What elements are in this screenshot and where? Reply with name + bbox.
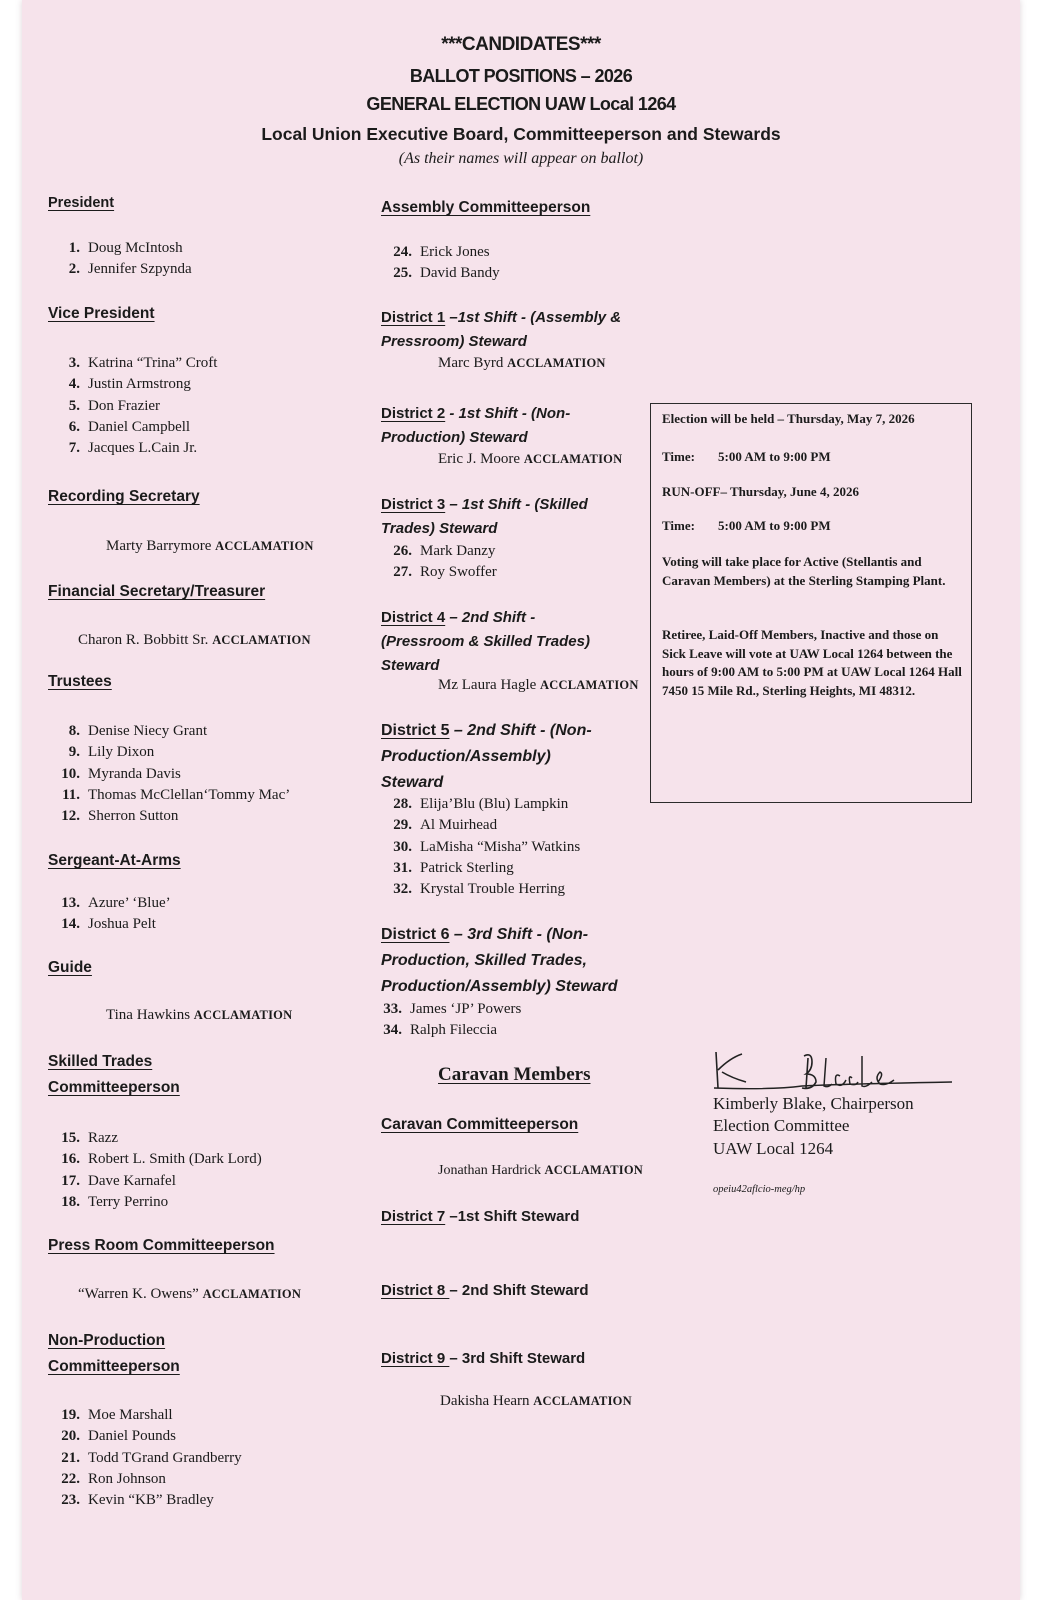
local-name: UAW Local 1264	[713, 1139, 834, 1158]
election-name: GENERAL ELECTION UAW Local 1264	[366, 94, 676, 114]
non-production-heading-line1: Non-Production	[48, 1332, 166, 1349]
trustees-heading: Trustees	[48, 673, 112, 690]
document-subtitle: BALLOT POSITIONS – 2026	[409, 66, 633, 86]
ballot-note: (As their names will appear on ballot)	[398, 150, 644, 167]
list-item: 4. Justin Armstrong	[68, 376, 191, 393]
district-5-heading: District 5 – 2nd Shift - (Non- Production/Assembly) Steward	[381, 722, 592, 791]
district-2-heading: District 2 - 1st Shift - (Non- Production) Steward	[381, 405, 571, 446]
list-item: 32. Krystal Trouble Herring	[393, 881, 565, 898]
guide-candidate: Tina Hawkins ACCLAMATION	[106, 1007, 293, 1023]
vice-president-list	[52, 353, 217, 459]
press-room-candidate: “Warren K. Owens” ACCLAMATION	[78, 1286, 302, 1302]
list-item: 7. Jacques L.Cain Jr.	[68, 440, 198, 457]
runoff-date: RUN-OFF– Thursday, June 4, 2026	[662, 484, 859, 499]
district-3-list	[380, 541, 497, 584]
list-item: 19. Moe Marshall	[61, 1407, 173, 1423]
signature-mark	[712, 1048, 952, 1092]
list-item: 25. David Bandy	[393, 265, 500, 282]
caravan-committeeperson-heading: Caravan Committeeperson	[381, 1116, 579, 1133]
district-8-heading: District 8 – 2nd Shift Steward	[381, 1282, 589, 1299]
board-heading: Local Union Executive Board, Committeeperson and Stewards	[261, 124, 781, 144]
list-item: 31. Patrick Sterling	[393, 859, 514, 876]
list-item: 10. Myranda Davis	[61, 765, 181, 782]
recording-secretary-heading: Recording Secretary	[48, 488, 200, 505]
election-date: Election will be held – Thursday, May 7, 2026	[662, 411, 915, 426]
list-item: 14. Joshua Pelt	[61, 916, 156, 933]
list-item: 2. Jennifer Szpynda	[68, 261, 192, 278]
skilled-trades-list	[52, 1128, 262, 1213]
financial-secretary-heading: Financial Secretary/Treasurer	[48, 583, 266, 600]
union-bug-footer: opeiu42aflcio-meg/hp	[713, 1184, 806, 1195]
list-item: 3. Katrina “Trina” Croft	[68, 355, 218, 371]
list-item: 6. Daniel Campbell	[68, 418, 191, 435]
caravan-committeeperson-candidate: Jonathan Hardrick ACCLAMATION	[438, 1163, 644, 1178]
list-item: 33. James ‘JP’ Powers	[383, 1001, 522, 1017]
district-4-candidate: Mz Laura Hagle ACCLAMATION	[438, 677, 639, 693]
skilled-trades-heading-line2: Committeeperson	[48, 1079, 180, 1096]
sergeant-at-arms-heading: Sergeant-At-Arms	[48, 852, 181, 869]
district-2-candidate: Eric J. Moore ACCLAMATION	[438, 451, 623, 467]
guide-heading: Guide	[48, 959, 92, 976]
voting-location-text: Voting will take place for Active (Stellantis and Caravan Members) at the Sterling Stamping Plant.	[662, 554, 946, 588]
district-1-heading: District 1 –1st Shift - (Assembly & Pressroom) Steward	[381, 309, 622, 350]
list-item: 27. Roy Swoffer	[393, 564, 497, 581]
caravan-members-heading: Caravan Members	[438, 1064, 591, 1085]
district-5-list	[380, 794, 580, 900]
list-item: 21. Todd TGrand Grandberry	[61, 1449, 242, 1466]
sergeant-at-arms-list	[52, 893, 171, 936]
document-title: ***CANDIDATES***	[441, 34, 601, 55]
list-item: 11. Thomas McClellan‘Tommy Mac’	[62, 786, 291, 803]
runoff-time: Time: 5:00 AM to 9:00 PM	[662, 518, 831, 533]
press-room-heading: Press Room Committeeperson	[48, 1237, 275, 1254]
list-item: 12. Sherron Sutton	[61, 808, 179, 825]
list-item: 15. Razz	[61, 1130, 118, 1146]
trustees-list	[52, 721, 290, 827]
list-item: 20. Daniel Pounds	[61, 1428, 176, 1445]
election-time: Time: 5:00 AM to 9:00 PM	[662, 449, 831, 464]
non-production-list	[52, 1405, 242, 1511]
list-item: 8. Denise Niecy Grant	[68, 723, 208, 739]
list-item: 18. Terry Perrino	[61, 1193, 169, 1210]
president-list	[52, 238, 192, 281]
chairperson-name: Kimberly Blake, Chairperson	[713, 1094, 914, 1113]
list-item: 28. Elija’Blu (Blu) Lampkin	[393, 796, 569, 812]
president-heading: President	[48, 195, 115, 211]
district-4-heading: District 4 – 2nd Shift - (Pressroom & Skilled Trades) Steward	[381, 609, 590, 674]
assembly-list	[380, 242, 500, 285]
financial-secretary-candidate: Charon R. Bobbitt Sr. ACCLAMATION	[78, 632, 311, 648]
recording-secretary-candidate: Marty Barrymore ACCLAMATION	[106, 538, 314, 554]
election-info-box	[650, 403, 972, 803]
district-3-heading: District 3 – 1st Shift - (Skilled Trades) Steward	[381, 496, 588, 537]
committee-name: Election Committee	[713, 1116, 850, 1135]
list-item: 34. Ralph Fileccia	[383, 1022, 498, 1039]
list-item: 13. Azure’ ‘Blue’	[61, 895, 171, 911]
list-item: 17. Dave Karnafel	[61, 1172, 176, 1189]
list-item: 26. Mark Danzy	[393, 543, 496, 559]
list-item: 24. Erick Jones	[393, 244, 490, 260]
non-production-heading-line2: Committeeperson	[48, 1358, 180, 1375]
assembly-heading: Assembly Committeeperson	[381, 199, 591, 216]
district-6-heading: District 6 – 3rd Shift - (Non- Production, Skilled Trades, Production/Assembly) Steward	[381, 926, 618, 995]
skilled-trades-heading-line1: Skilled Trades	[48, 1053, 153, 1070]
district-9-candidate: Dakisha Hearn ACCLAMATION	[440, 1393, 632, 1409]
list-item: 1. Doug McIntosh	[68, 240, 183, 256]
vice-president-heading: Vice President	[48, 305, 155, 322]
district-9-heading: District 9 – 3rd Shift Steward	[381, 1350, 586, 1367]
list-item: 22. Ron Johnson	[61, 1470, 166, 1487]
district-6-list	[370, 999, 521, 1042]
retiree-voting-text: Retiree, Laid-Off Members, Inactive and those on Sick Leave will vote at UAW Local 1264 between the hours of 9:00 AM to 5:00 PM at UAW Local 1264 Hall 7450 15 Mile Rd., Sterling Heights, MI 48312.	[662, 627, 962, 698]
list-item: 5. Don Frazier	[68, 397, 161, 414]
district-7-heading: District 7 –1st Shift Steward	[381, 1208, 580, 1225]
list-item: 16. Robert L. Smith (Dark Lord)	[61, 1151, 262, 1168]
list-item: 23. Kevin “KB” Bradley	[61, 1492, 214, 1509]
list-item: 30. LaMisha “Misha” Watkins	[393, 838, 581, 855]
list-item: 29. Al Muirhead	[393, 817, 498, 834]
district-1-candidate: Marc Byrd ACCLAMATION	[438, 355, 606, 371]
list-item: 9. Lily Dixon	[68, 744, 155, 761]
